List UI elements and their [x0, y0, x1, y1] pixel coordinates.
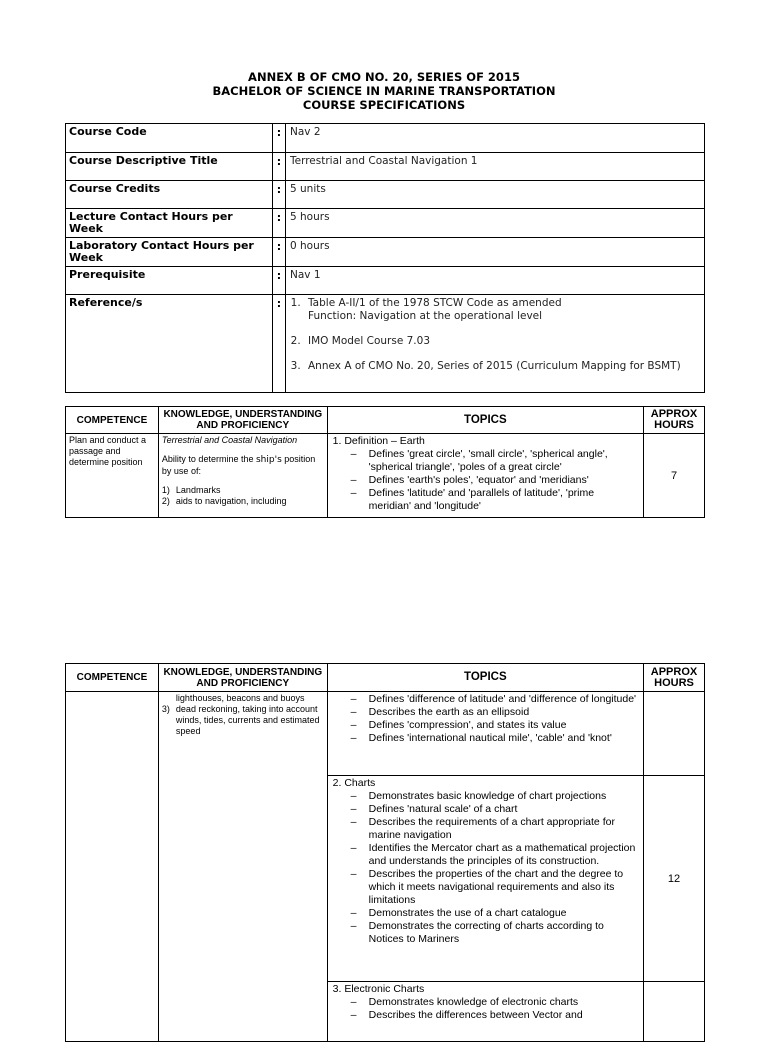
- knowledge-item: 3) dead reckoning, taking into account winds, tides, currents and estimated speed: [161, 704, 320, 736]
- hours-cell: 7: [644, 434, 705, 518]
- spec-colon: :: [273, 209, 286, 238]
- col-knowledge: KNOWLEDGE, UNDERSTANDING AND PROFICIENCY: [158, 407, 327, 434]
- table-header-row: [66, 664, 705, 692]
- competence-table-1: [65, 406, 705, 518]
- spec-label: Course Code: [66, 124, 273, 153]
- topic-item: – Describes the requirements of a chart appropriate for marine navigation: [351, 816, 639, 842]
- reference-item: 2. IMO Model Course 7.03: [304, 335, 700, 348]
- topic-heading: 1. Definition – Earth: [332, 435, 425, 447]
- spec-label: Course Descriptive Title: [66, 153, 273, 181]
- doc-header: [0, 70, 768, 112]
- reference-item: 3. Annex A of CMO No. 20, Series of 2015 (Curriculum Mapping for BSMT): [304, 360, 700, 373]
- spec-colon: :: [273, 181, 286, 209]
- competence-cell: Plan and conduct a passage and determine position: [66, 434, 159, 518]
- competence-table-2: [65, 663, 705, 1042]
- spec-value: 5 units: [286, 181, 705, 209]
- topic-item: – Describes the differences between Vector and: [351, 1009, 639, 1022]
- topics-cell: [327, 434, 643, 518]
- col-topics: TOPICS: [327, 664, 643, 692]
- spec-value: 0 hours: [286, 238, 705, 267]
- topic-item: – Describes the properties of the chart and the degree to which it meets navigational requirements and also its limitations: [351, 868, 639, 907]
- spec-colon: :: [273, 238, 286, 267]
- hours-cell: [644, 982, 705, 1042]
- header-specs: COURSE SPECIFICATIONS: [302, 98, 466, 112]
- topic-item: – Identifies the Mercator chart as a mathematical projection and understands the principles of its construction.: [351, 842, 639, 868]
- spec-label: Laboratory Contact Hours per Week: [66, 238, 273, 267]
- competence-cell: [66, 692, 159, 1042]
- spec-label: Lecture Contact Hours per Week: [66, 209, 273, 238]
- spec-value: Nav 2: [286, 124, 705, 153]
- topic-item: – Demonstrates basic knowledge of chart projections: [351, 790, 639, 803]
- spec-row: [66, 181, 705, 209]
- header-program: BACHELOR OF SCIENCE IN MARINE TRANSPORTATION: [212, 84, 556, 98]
- course-spec-table: [65, 123, 705, 393]
- col-hours: APPROX HOURS: [644, 407, 705, 434]
- hours-cell: 12: [644, 776, 705, 982]
- spec-value: Nav 1: [286, 267, 705, 295]
- spec-colon: :: [273, 267, 286, 295]
- topic-item: – Defines 'compression', and states its value: [351, 719, 639, 732]
- topics-cell: [327, 982, 643, 1042]
- col-hours: APPROX HOURS: [644, 664, 705, 692]
- spec-colon: :: [273, 295, 286, 393]
- header-annex: ANNEX B OF CMO NO. 20, SERIES OF 2015: [248, 70, 520, 84]
- topic-item: – Defines 'international nautical mile', 'cable' and 'knot': [351, 732, 639, 745]
- topic-heading: 3. Electronic Charts: [332, 983, 425, 995]
- spec-colon: :: [273, 124, 286, 153]
- topics-cell: [327, 692, 643, 776]
- topic-item: – Describes the earth as an ellipsoid: [351, 706, 639, 719]
- table-row: [66, 434, 705, 518]
- knowledge-item: 2) aids to navigation, including: [161, 496, 287, 506]
- spec-row: [66, 209, 705, 238]
- topic-item: – Demonstrates the use of a chart catalogue: [351, 907, 639, 920]
- col-knowledge: KNOWLEDGE, UNDERSTANDING AND PROFICIENCY: [158, 664, 327, 692]
- spec-row: [66, 124, 705, 153]
- table-row: [66, 692, 705, 776]
- topic-item: – Defines 'difference of latitude' and 'difference of longitude': [351, 693, 639, 706]
- knowledge-cell: lighthouses, beacons and buoys 3) dead reckoning, taking into account winds, tides, currents and estimated speed: [158, 692, 327, 1042]
- spec-row: [66, 238, 705, 267]
- topic-item: – Defines 'earth's poles', 'equator' and 'meridians': [351, 474, 639, 487]
- knowledge-cell: Terrestrial and Coastal Navigation Ability to determine the ship's position by use of: 1) Landmarks 2) aids to navigation, including: [158, 434, 327, 518]
- col-competence: COMPETENCE: [66, 407, 159, 434]
- topic-item: – Demonstrates the correcting of charts according to Notices to Mariners: [351, 920, 639, 946]
- hours-cell: [644, 692, 705, 776]
- spec-label: Prerequisite: [66, 267, 273, 295]
- topic-item: – Defines 'great circle', 'small circle', 'spherical angle', 'spherical triangle', 'poles of a great circle': [351, 448, 639, 474]
- col-competence: COMPETENCE: [66, 664, 159, 692]
- knowledge-item: 1) Landmarks: [161, 485, 221, 495]
- spec-value: 5 hours: [286, 209, 705, 238]
- topics-cell: [327, 776, 643, 982]
- references-list: [286, 295, 705, 393]
- topic-heading: 2. Charts: [332, 777, 376, 789]
- spec-row: [66, 267, 705, 295]
- topic-item: – Defines 'latitude' and 'parallels of latitude', 'prime meridian' and 'longitude': [351, 487, 639, 513]
- spec-value: Terrestrial and Coastal Navigation 1: [286, 153, 705, 181]
- table-header-row: [66, 407, 705, 434]
- spec-row: [66, 153, 705, 181]
- reference-item: 1. Table A-II/1 of the 1978 STCW Code as amended Function: Navigation at the operational level: [304, 297, 700, 323]
- spec-label: Reference/s: [66, 295, 273, 393]
- spec-colon: :: [273, 153, 286, 181]
- spec-label: Course Credits: [66, 181, 273, 209]
- spec-row-references: [66, 295, 705, 393]
- topic-item: – Demonstrates knowledge of electronic charts: [351, 996, 639, 1009]
- col-topics: TOPICS: [327, 407, 643, 434]
- topic-item: – Defines 'natural scale' of a chart: [351, 803, 639, 816]
